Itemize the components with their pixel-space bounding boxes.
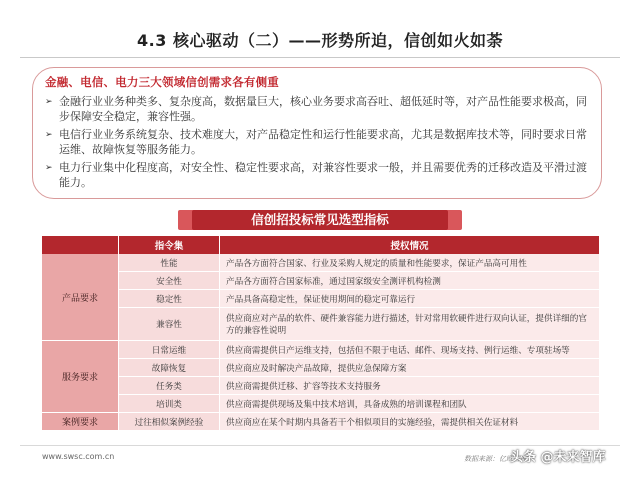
arrow-bullet-icon: ➢ — [45, 97, 53, 107]
description-cell: 产品各方面符合国家、行业及采购人规定的质量和性能要求，保证产品高可用性 — [220, 254, 600, 272]
description-cell: 供应商需提供迁移、扩容等技术支持服务 — [220, 377, 600, 395]
callout-heading: 金融、电信、电力三大领域信创需求各有侧重 — [45, 75, 279, 89]
indicator-cell: 日常运维 — [119, 341, 220, 359]
indicator-cell: 培训类 — [119, 395, 220, 413]
footer-url: www.swsc.com.cn — [42, 452, 115, 461]
table-row — [42, 308, 600, 341]
description-cell: 产品具备高稳定性，保证使用期间的稳定可靠运行 — [220, 290, 600, 308]
description-cell: 供应商需提供现场及集中技术培训，具备成熟的培训课程和团队 — [220, 395, 600, 413]
description-cell: 供应商应在某个时期内具备若干个相似项目的实施经验，需提供相关佐证材料 — [220, 413, 600, 431]
table-header-category — [42, 236, 119, 254]
table-header-indicator: 指令集 — [119, 236, 220, 254]
category-cell: 服务要求 — [42, 341, 119, 413]
category-cell: 产品要求 — [42, 254, 119, 341]
bullet-item-finance — [45, 94, 587, 124]
indicator-cell: 性能 — [119, 254, 220, 272]
bullet-item-telecom — [45, 127, 587, 157]
bullet-text: 金融行业业务种类多、复杂度高，数据量巨大，核心业务要求高吞吐、超低延时等，对产品性能要求极高，同步保障安全稳定，兼容性强。 — [59, 95, 587, 123]
description-cell: 供应商应及时解决产品故障，提供应急保障方案 — [220, 359, 600, 377]
table-row — [42, 359, 600, 377]
category-cell: 案例要求 — [42, 413, 119, 431]
section-banner: 信创招投标常见选型指标 — [192, 210, 448, 230]
watermark: 头条 @未来智库 — [510, 450, 606, 465]
data-source-note: 数据来源：亿欧智库 — [464, 455, 527, 463]
description-cell: 供应商应对产品的软件、硬件兼容能力进行描述，针对常用软硬件进行双向认证，提供详细的官方的兼容性说明 — [220, 308, 600, 341]
bullet-item-power — [45, 160, 587, 190]
table-row — [42, 413, 600, 431]
bullet-text: 电力行业集中化程度高，对安全性、稳定性要求高，对兼容性要求一般，并且需要优秀的迁移改造及平滑过渡能力。 — [59, 161, 587, 189]
indicator-cell: 安全性 — [119, 272, 220, 290]
table-row — [42, 290, 600, 308]
description-cell: 产品各方面符合国家标准，通过国家级安全测评机构检测 — [220, 272, 600, 290]
indicator-cell: 故障恢复 — [119, 359, 220, 377]
arrow-bullet-icon: ➢ — [45, 163, 53, 173]
bullet-text: 电信行业业务系统复杂、技术难度大，对产品稳定性和运行性能要求高，尤其是数据库技术等，同时要求日常运维、故障恢复等服务能力。 — [59, 128, 587, 156]
indicator-cell: 兼容性 — [119, 308, 220, 341]
indicator-cell: 稳定性 — [119, 290, 220, 308]
table-row — [42, 377, 600, 395]
selection-criteria-table — [42, 236, 600, 431]
table-row — [42, 341, 600, 359]
table-row — [42, 272, 600, 290]
title-divider — [20, 57, 620, 58]
callout-box — [32, 67, 602, 199]
indicator-cell: 过往相似案例经验 — [119, 413, 220, 431]
arrow-bullet-icon: ➢ — [45, 130, 53, 140]
description-cell: 供应商需提供日产运维支持，包括但不限于电话、邮件、现场支持、例行运维、专项驻场等 — [220, 341, 600, 359]
table-row — [42, 395, 600, 413]
page-title: 4.3 核心驱动（二）——形势所迫，信创如火如荼 — [137, 31, 503, 50]
indicator-cell: 任务类 — [119, 377, 220, 395]
table-header-row — [42, 236, 600, 254]
table-row — [42, 254, 600, 272]
table-header-description: 授权情况 — [220, 236, 600, 254]
